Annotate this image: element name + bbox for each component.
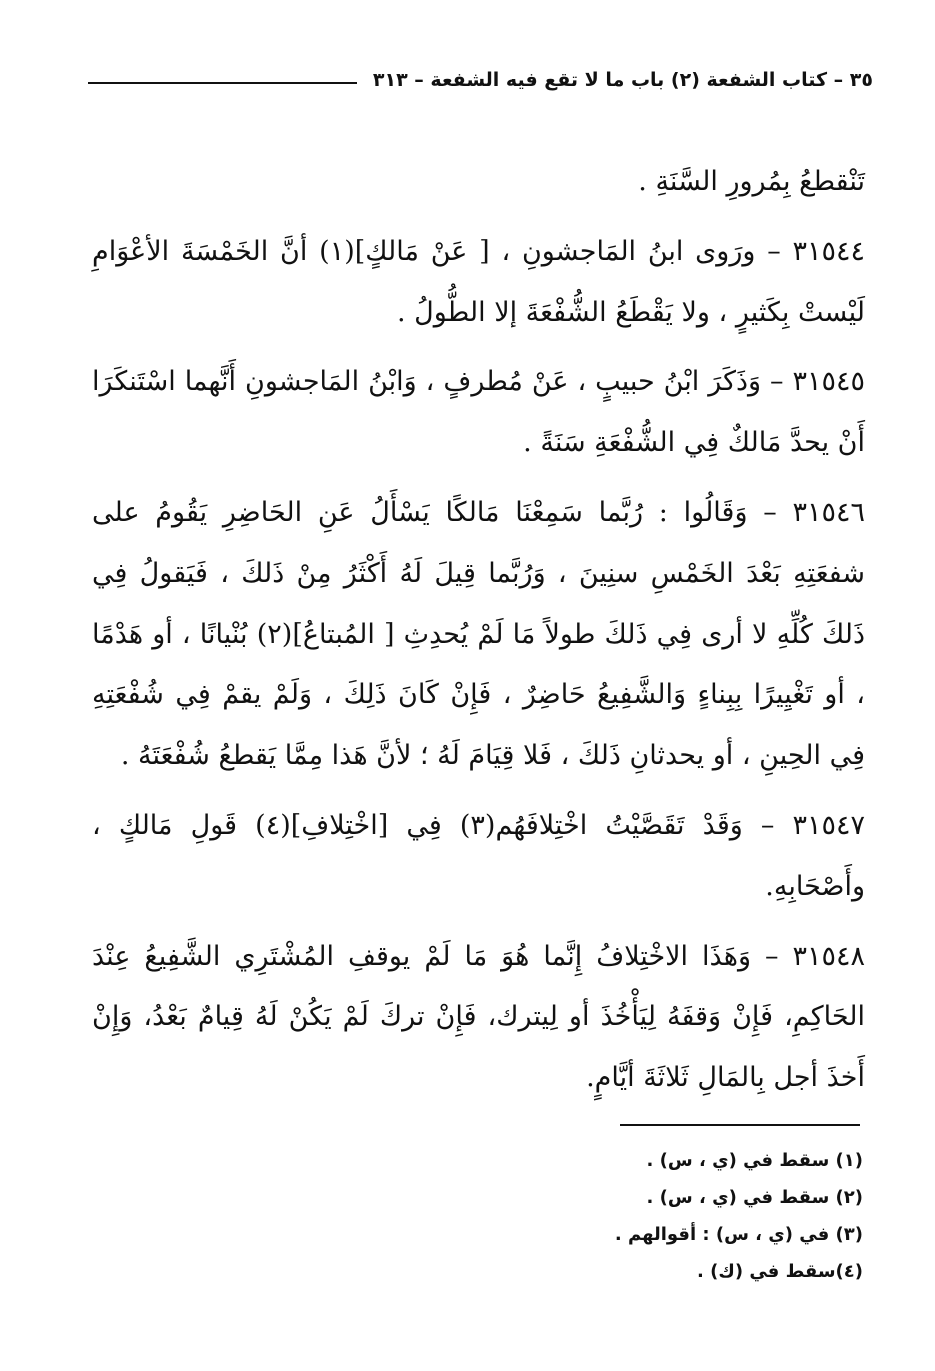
footnote-4: (٤)سقط في (ك) . [697,1261,863,1282]
main-text [92,152,865,1118]
paragraph-continuation: تَنْقطعُ بِمُرورِ السَّنَةِ . [638,166,865,197]
footnote-separator [620,1124,860,1126]
header-title: ٣٥ – كتاب الشفعة (٢) باب ما لا تقع فيه الشفعة – ٣١٣ [372,69,873,91]
paragraph-31548: ٣١٥٤٨ – وَهَذَا الاخْتِلافُ إِنَّما هُوَ مَا لَمْ يوقفِ المُشْتَرِي الشَّفِيعُ عِنْدَ الحَاكِمِ، فَإِنْ وَقفَهُ لِيَأْخُذَ أو لِيترك، فَإِنْ تركَ لَمْ يَكُنْ لَهُ قِيامٌ بَعْدُ، وَإِنْ أَخذَ أجل بِالمَالِ ثَلاثَةَ أيَّامٍ. [92,940,865,1094]
footnote-3: (٣) في (ي ، س) : أقوالهم . [614,1224,863,1245]
running-header [88,62,873,98]
paragraph-31544: ٣١٥٤٤ – ورَوى ابنُ المَاجشونِ ، [ عَنْ مَالكٍ](١) أنَّ الخَمْسَةَ الأعْوَامِ لَيْستْ بِكَثيرٍ ، ولا يَقْطَعُ الشُّفْعَةَ إلا الطُّولُ . [92,235,865,328]
paragraph-31546: ٣١٥٤٦ – وَقَالُوا : رُبَّما سَمِعْنَا مَالكًا يَسْأَلُ عَنِ الحَاضِرِ يَقُومُ على شفعَتِهِ بَعْدَ الخَمْسِ سنِينَ ، وَرُبَّما قِيلَ لَهُ أَكْثَرُ مِنْ ذَلكَ ، فَيَقولُ فِي ذَلكَ كُلِّهِ لا أرى فِي ذَلكَ طولاً مَا لَمْ يُحدِثِ [ المُبتاعُ](٢) بُنْيانًا ، أو هَدْمًا ، أو تَغْيِيرًا بِبِناءٍ وَالشَّفِيعُ حَاضِرٌ ، فَإِنْ كَانَ ذَلِكَ ، وَلَمْ يقمْ فِي شُفْعَتِهِ فِي الحِينِ ، أو يحدثانِ ذَلكَ ، فَلا قِيَامَ لَهُ ؛ لأنَّ هَذا مِمَّا يَقطعُ شُفْعَتَهُ . [92,496,865,772]
footnote-2: (٢) سقط في (ي ، س) . [646,1187,863,1208]
paragraph-31547: ٣١٥٤٧ – وَقَدْ تَقَصَّيْتُ اخْتِلافَهُم(٣) فِي [اخْتِلافِ](٤) قَولِ مَالكٍ ، وأَصْحَابِهِ. [92,809,866,902]
paragraph-31545: ٣١٥٤٥ – وَذَكَرَ ابْنُ حبيبٍ ، عَنْ مُطرفٍ ، وَابْنُ المَاجشونِ أَنَّهما اسْتَنكَرَا أَنْ يحدَّ مَالكٌ فِي الشُّفْعَةِ سَنَةً . [92,366,865,459]
footnote-1: (١) سقط في (ي ، س) . [646,1150,863,1171]
header-rule [88,82,357,84]
footnotes [263,1142,863,1290]
